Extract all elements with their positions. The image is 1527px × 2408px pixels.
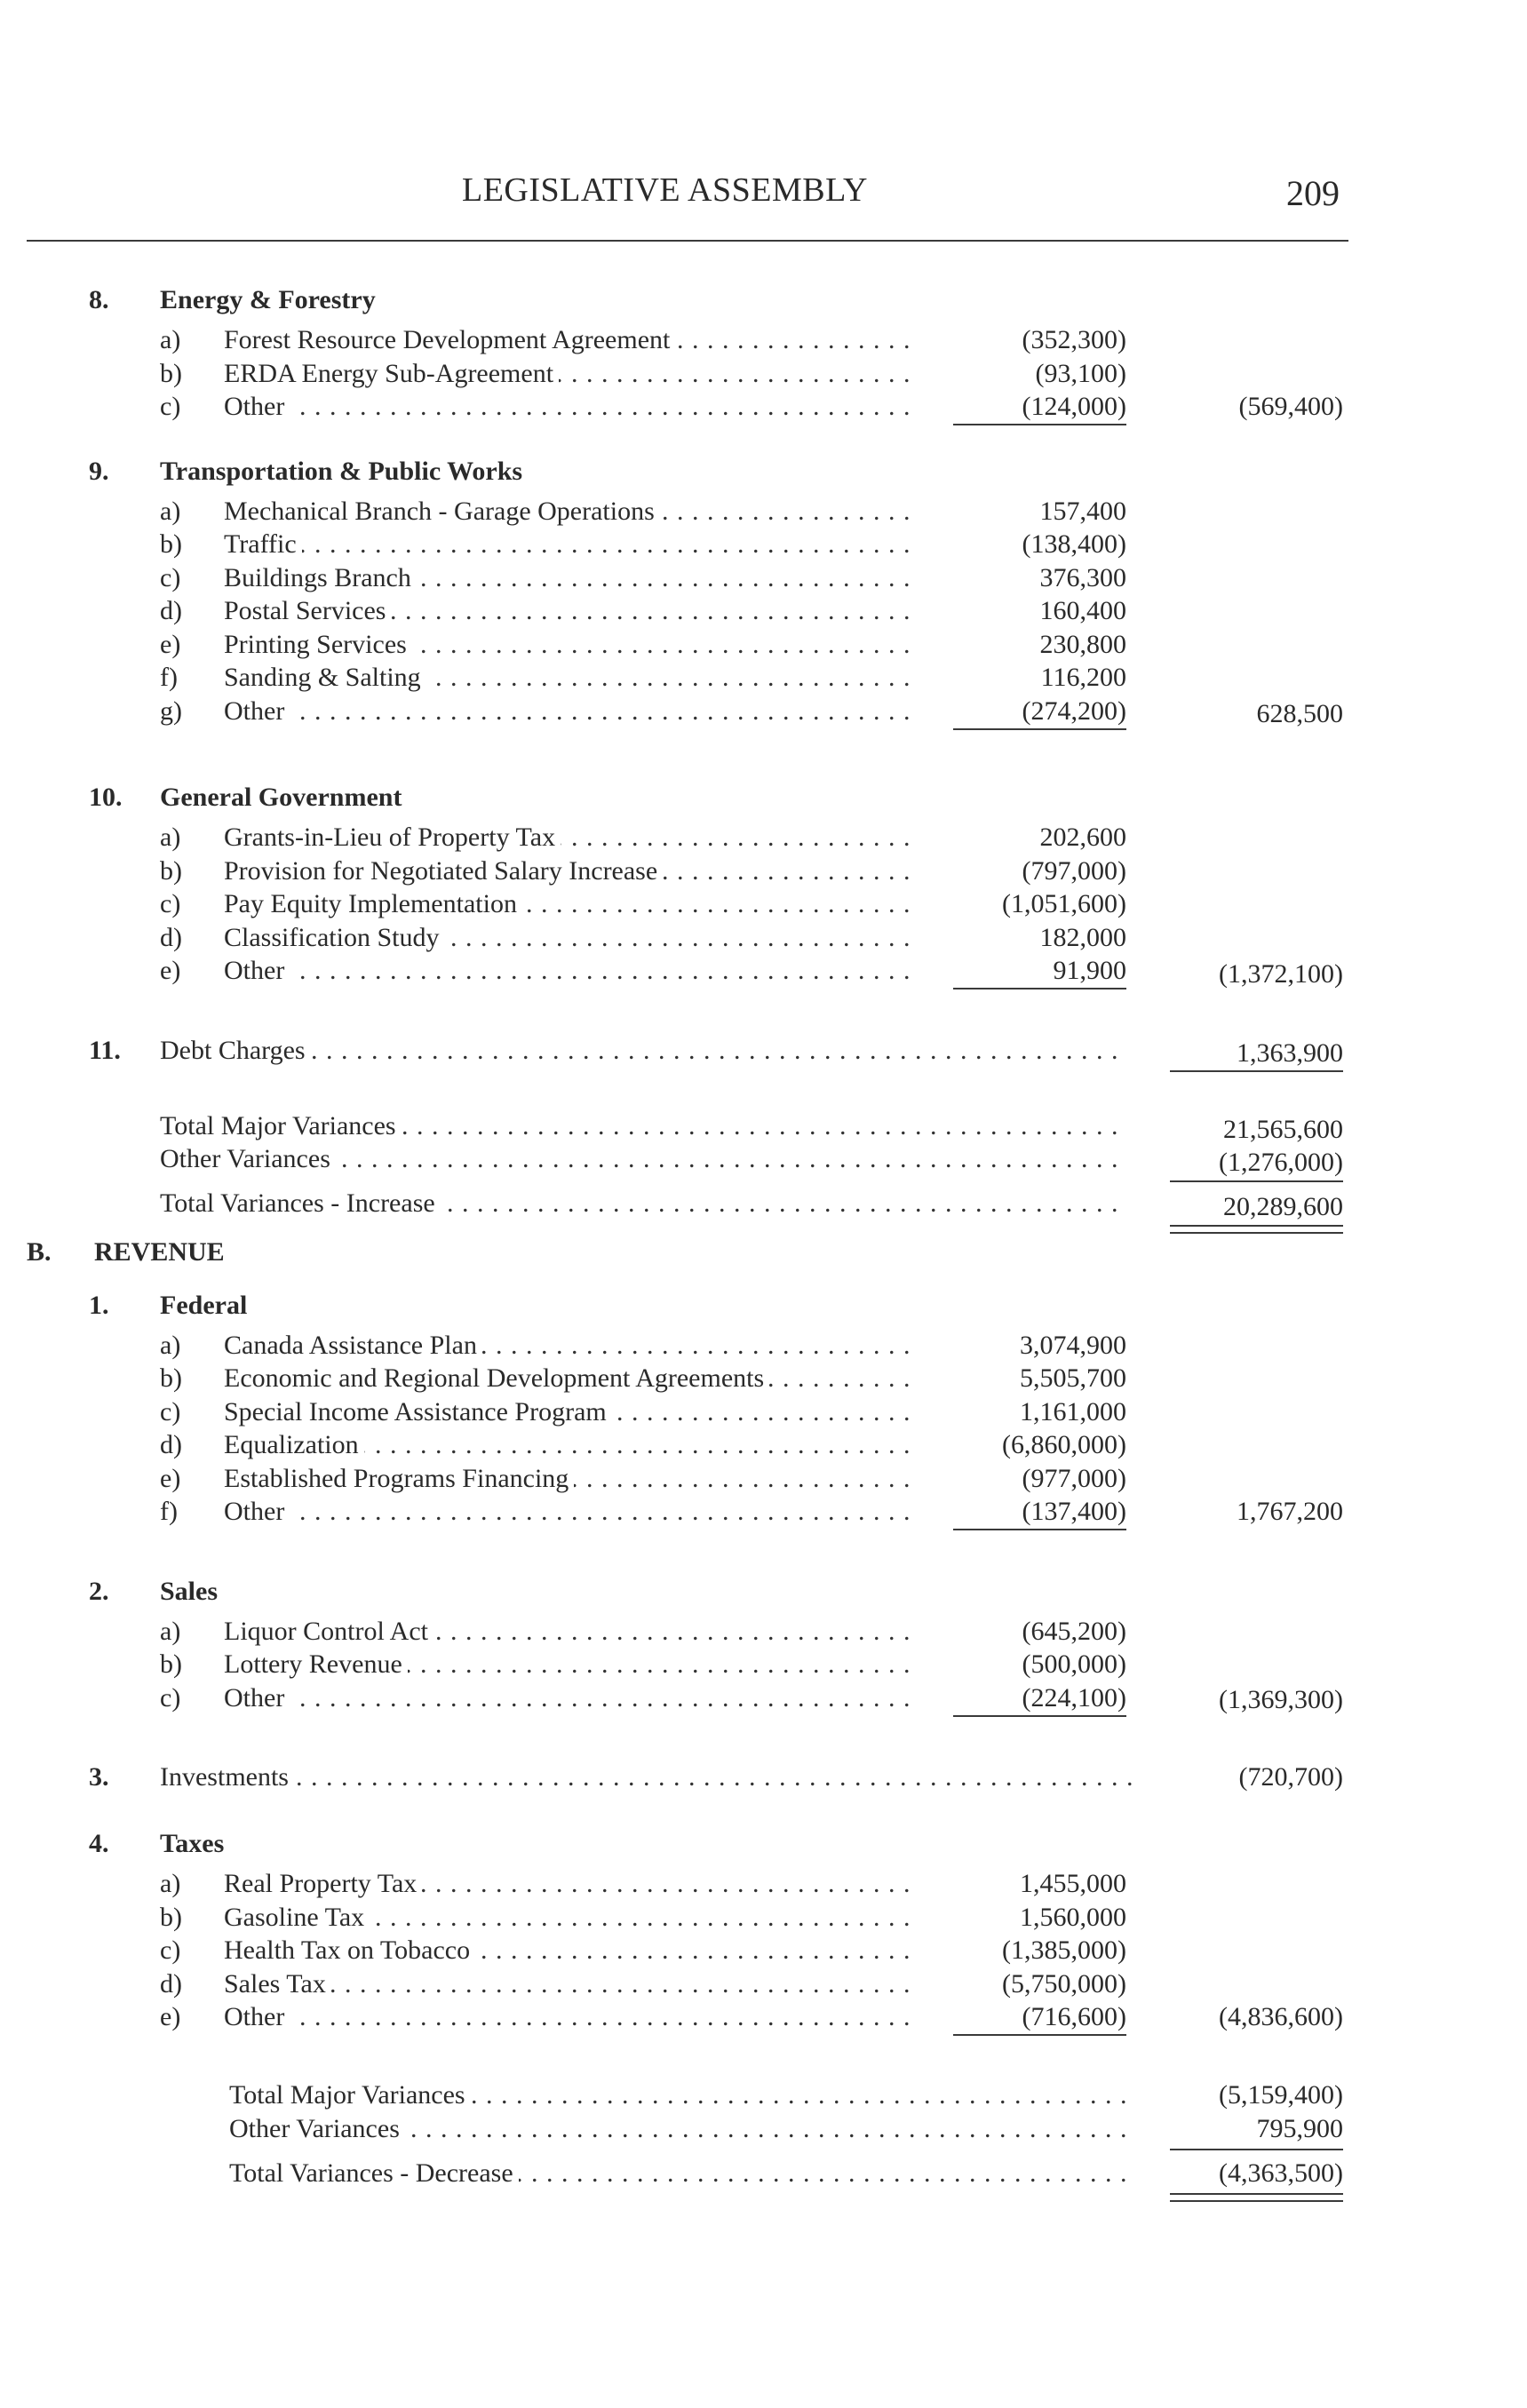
- item-label-text: Canada Assistance Plan: [224, 1331, 482, 1360]
- subtotal-rule: [953, 424, 1126, 425]
- section-title: Transportation & Public Works: [160, 456, 523, 486]
- item-label: [224, 391, 911, 423]
- item-label-text: Other: [224, 392, 290, 421]
- item-label: [224, 1682, 911, 1714]
- page-number: 209: [1286, 173, 1340, 213]
- revenue-title: REVENUE: [94, 1236, 225, 1267]
- item-amount: 1,560,000: [1020, 1902, 1126, 1932]
- item-letter: c): [160, 1935, 181, 1965]
- item-label: [224, 822, 911, 854]
- item-amount: (716,600): [1022, 2002, 1126, 2031]
- section-total: (4,836,600): [1219, 2002, 1343, 2031]
- item-letter: d): [160, 1430, 182, 1459]
- summary-major-value: 21,565,600: [1223, 1114, 1343, 1144]
- item-label-text: Other: [224, 1683, 290, 1713]
- section-number: 9.: [89, 456, 109, 486]
- item-amount: (500,000): [1022, 1649, 1126, 1679]
- item-label: [224, 855, 911, 887]
- subtotal-rule: [953, 1715, 1126, 1717]
- summary-major-label: [160, 1110, 1128, 1142]
- item-label: [224, 358, 911, 390]
- item-letter: b): [160, 1363, 182, 1393]
- section-total: (1,369,300): [1219, 1684, 1343, 1714]
- debt-charges-label: [160, 1035, 1128, 1067]
- item-letter: b): [160, 358, 182, 388]
- item-label-text: Real Property Tax: [224, 1869, 422, 1898]
- item-amount: 202,600: [1039, 823, 1126, 852]
- item-label-text: Sanding & Salting: [224, 663, 426, 692]
- rev-double-rule-1: [1170, 2193, 1343, 2195]
- item-letter: e): [160, 2002, 181, 2031]
- page-title: LEGISLATIVE ASSEMBLY: [462, 171, 868, 209]
- investments-total: (720,700): [1238, 1762, 1343, 1792]
- subtotal-rule: [953, 2034, 1126, 2036]
- item-label: [224, 1429, 911, 1461]
- item-label: [224, 1935, 911, 1967]
- summary-other-label: [160, 1143, 1128, 1175]
- rev-summary-other-value: 795,900: [1256, 2113, 1343, 2143]
- item-label-text: Forest Resource Development Agreement: [224, 325, 675, 354]
- item-label-text: Lottery Revenue: [224, 1649, 408, 1679]
- summary-total-label: [160, 1188, 1128, 1220]
- item-amount: 116,200: [1040, 663, 1126, 692]
- item-amount: (797,000): [1022, 855, 1126, 886]
- rev-summary-total-label-text: Total Variances - Decrease: [229, 2158, 519, 2188]
- item-label-text: Buildings Branch: [224, 563, 417, 592]
- item-label-text: Other: [224, 956, 290, 985]
- item-label: [224, 1330, 911, 1362]
- item-letter: d): [160, 1968, 182, 1999]
- summary-other-value: (1,276,000): [1219, 1147, 1343, 1177]
- item-letter: a): [160, 496, 181, 526]
- item-letter: b): [160, 1649, 182, 1679]
- item-label: [224, 695, 911, 727]
- item-label: [224, 1363, 911, 1395]
- item-label: [224, 2001, 911, 2033]
- item-letter: c): [160, 392, 181, 421]
- summary-other-label-text: Other Variances: [160, 1144, 336, 1173]
- rev-summary-total-value: (4,363,500): [1219, 2158, 1343, 2188]
- item-letter: d): [160, 596, 182, 625]
- item-label: [224, 528, 911, 560]
- item-letter: d): [160, 922, 182, 952]
- summary-rule: [1170, 1180, 1343, 1182]
- debt-charges-label-text: Debt Charges: [160, 1036, 311, 1065]
- summary-double-rule-1: [1170, 1225, 1343, 1227]
- item-letter: e): [160, 629, 181, 659]
- item-label: [224, 922, 911, 954]
- item-amount: (137,400): [1022, 1497, 1126, 1526]
- section-title: Federal: [160, 1290, 248, 1320]
- item-letter: a): [160, 1616, 181, 1646]
- item-label-text: Economic and Regional Development Agreements: [224, 1363, 769, 1393]
- item-label: [224, 496, 911, 528]
- item-amount: 157,400: [1039, 496, 1126, 526]
- section-number: 1.: [89, 1290, 109, 1320]
- item-amount: (138,400): [1022, 529, 1126, 559]
- item-amount: (1,385,000): [1002, 1935, 1126, 1965]
- item-label-text: Mechanical Branch - Garage Operations: [224, 497, 660, 526]
- item-amount: 5,505,700: [1020, 1363, 1126, 1393]
- section-number: 3.: [89, 1762, 109, 1792]
- summary-double-rule-2: [1170, 1232, 1343, 1234]
- item-label: [224, 955, 911, 987]
- item-label: [224, 1868, 911, 1900]
- section-number: 4.: [89, 1829, 109, 1858]
- item-amount: (6,860,000): [1002, 1430, 1126, 1459]
- rev-summary-major-label-text: Total Major Variances: [229, 2080, 471, 2110]
- item-label: [224, 562, 911, 594]
- summary-major-label-text: Total Major Variances: [160, 1111, 402, 1140]
- item-letter: c): [160, 562, 181, 592]
- section-total: (569,400): [1238, 392, 1343, 421]
- item-amount: (977,000): [1022, 1463, 1126, 1493]
- item-label: [224, 888, 911, 920]
- item-label-text: Traffic: [224, 529, 302, 559]
- section-title: Sales: [160, 1576, 219, 1606]
- item-letter: f): [160, 663, 178, 692]
- item-label: [224, 629, 911, 661]
- item-label: [224, 1902, 911, 1934]
- item-amount: 91,900: [1053, 956, 1126, 985]
- section-number: 8.: [89, 285, 109, 314]
- item-letter: a): [160, 325, 181, 354]
- item-label: [224, 1463, 911, 1495]
- summary-total-value: 20,289,600: [1223, 1191, 1343, 1221]
- item-label-text: Equalization: [224, 1430, 364, 1459]
- item-label-text: Postal Services: [224, 596, 391, 625]
- item-label: [224, 324, 911, 356]
- rev-summary-major-label: [229, 2079, 1133, 2111]
- item-label-text: Pay Equity Implementation: [224, 889, 522, 918]
- rev-summary-major-value: (5,159,400): [1219, 2079, 1343, 2110]
- item-amount: (93,100): [1035, 358, 1126, 388]
- debt-charges-total: 1,363,900: [1237, 1037, 1343, 1068]
- revenue-letter: B.: [27, 1236, 52, 1267]
- item-amount: (352,300): [1022, 325, 1126, 354]
- item-letter: b): [160, 1902, 182, 1932]
- summary-total-label-text: Total Variances - Increase: [160, 1188, 441, 1218]
- debt-total-rule: [1170, 1070, 1343, 1072]
- rev-summary-other-label-text: Other Variances: [229, 2114, 405, 2143]
- item-label-text: Liquor Control Act: [224, 1617, 433, 1646]
- item-label: [224, 1616, 911, 1648]
- section-number: 11.: [89, 1035, 121, 1065]
- item-letter: f): [160, 1497, 178, 1526]
- subtotal-rule: [953, 1529, 1126, 1530]
- item-amount: 1,455,000: [1020, 1869, 1126, 1898]
- section-title: Energy & Forestry: [160, 285, 376, 314]
- item-letter: a): [160, 823, 181, 852]
- item-label-text: Established Programs Financing: [224, 1464, 574, 1493]
- item-label-text: Provision for Negotiated Salary Increase: [224, 856, 663, 886]
- item-label-text: Other: [224, 2002, 290, 2031]
- item-label: [224, 1649, 911, 1681]
- section-number: 2.: [89, 1576, 109, 1606]
- item-amount: 376,300: [1039, 562, 1126, 592]
- item-letter: b): [160, 855, 182, 886]
- rev-summary-total-label: [229, 2158, 1133, 2189]
- item-amount: (5,750,000): [1002, 1968, 1126, 1999]
- item-amount: (124,000): [1022, 392, 1126, 421]
- item-label: [224, 595, 911, 627]
- item-amount: 182,000: [1039, 922, 1126, 952]
- item-amount: (645,200): [1022, 1616, 1126, 1646]
- section-title: Taxes: [160, 1829, 225, 1858]
- item-amount: (274,200): [1022, 695, 1126, 726]
- item-label-text: Other: [224, 1497, 290, 1526]
- item-label-text: Health Tax on Tobacco: [224, 1935, 475, 1965]
- item-label-text: Grants-in-Lieu of Property Tax: [224, 823, 561, 852]
- item-label-text: Printing Services: [224, 630, 412, 659]
- item-label: [224, 1396, 911, 1428]
- item-label-text: Other: [224, 696, 290, 726]
- section-total: 1,767,200: [1237, 1497, 1343, 1526]
- item-letter: e): [160, 956, 181, 985]
- item-label-text: ERDA Energy Sub-Agreement: [224, 359, 559, 388]
- item-label-text: Classification Study: [224, 923, 445, 952]
- item-amount: 1,161,000: [1020, 1396, 1126, 1427]
- section-number: 10.: [89, 783, 123, 812]
- item-label: [224, 662, 911, 694]
- item-letter: a): [160, 1869, 181, 1898]
- rev-summary-other-label: [229, 2113, 1133, 2145]
- item-letter: a): [160, 1330, 181, 1360]
- item-label-text: Special Income Assistance Program: [224, 1397, 612, 1427]
- investments-label: [160, 1761, 1133, 1793]
- item-letter: e): [160, 1463, 181, 1493]
- item-amount: 3,074,900: [1020, 1330, 1126, 1360]
- item-amount: 160,400: [1039, 596, 1126, 625]
- item-label-text: Sales Tax: [224, 1969, 331, 1999]
- section-title: General Government: [160, 783, 402, 812]
- item-label: [224, 1968, 911, 2000]
- item-letter: c): [160, 889, 181, 918]
- rev-summary-rule: [1170, 2149, 1343, 2150]
- item-letter: c): [160, 1396, 181, 1427]
- item-label-text: Gasoline Tax: [224, 1903, 370, 1932]
- section-total: 628,500: [1256, 698, 1343, 728]
- investments-label-text: Investments: [160, 1762, 294, 1792]
- section-total: (1,372,100): [1219, 959, 1343, 989]
- subtotal-rule: [953, 728, 1126, 730]
- item-letter: c): [160, 1682, 181, 1713]
- item-amount: (224,100): [1022, 1682, 1126, 1713]
- subtotal-rule: [953, 988, 1126, 989]
- item-label: [224, 1496, 911, 1528]
- item-letter: b): [160, 529, 182, 559]
- item-letter: g): [160, 695, 182, 726]
- item-amount: (1,051,600): [1002, 889, 1126, 918]
- header-rule: [27, 240, 1348, 242]
- rev-double-rule-2: [1170, 2200, 1343, 2202]
- item-amount: 230,800: [1039, 629, 1126, 659]
